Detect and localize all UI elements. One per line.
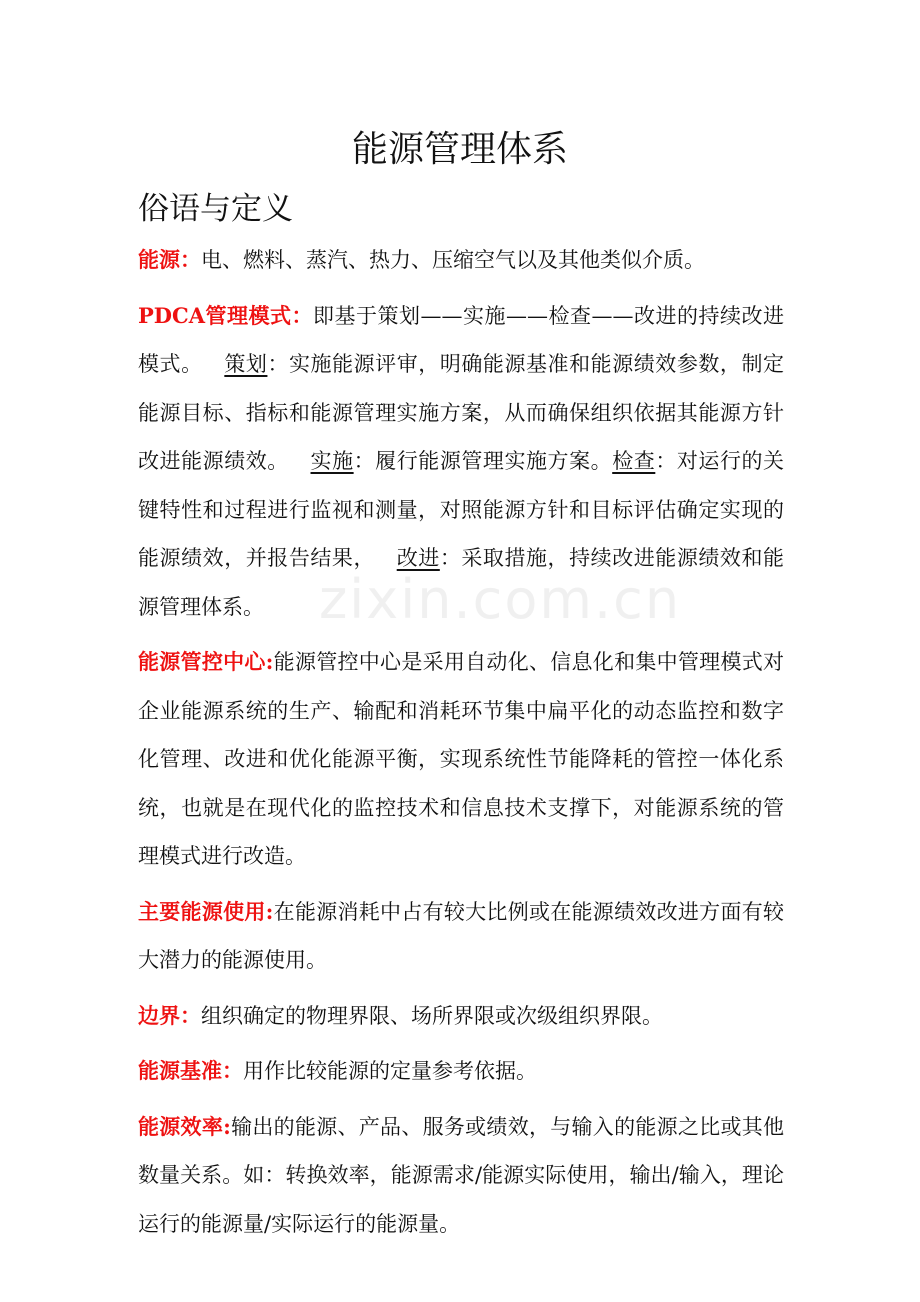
definition-text: 组织确定的物理界限、场所界限或次级组织界限。 <box>201 1003 663 1028</box>
definition-efficiency <box>138 1103 784 1249</box>
definition-text: 即基于策划——实施——检查——改进的持续改进模式。 <box>138 303 785 376</box>
pdca-step-check-text: ：对运行的关键特性和过程进行监视和测量，对照能源方针和目标评估确定实现的能源绩效，并报告结果， <box>138 449 785 570</box>
definition-text: 输出的能源、产品、服务或绩效，与输入的能源之比或其他数量关系。如：转换效率，能源需求/能源实际使用，输出/输入，理论运行的能源量/实际运行的能源量。 <box>138 1114 784 1236</box>
definition-pdca <box>138 292 784 632</box>
document-title: 能源管理体系 <box>351 129 568 170</box>
watermark: zixin.com.cn <box>318 568 682 631</box>
pdca-step-plan-label: 策划 <box>224 352 268 376</box>
definition-term: 能源基准： <box>138 1058 243 1083</box>
definition-text: 在能源消耗中占有较大比例或在能源绩效改进方面有较大潜力的能源使用。 <box>138 899 784 972</box>
definition-control-center <box>138 638 784 881</box>
definition-energy <box>138 236 784 285</box>
definition-baseline <box>138 1047 784 1096</box>
definition-term: 能源管控中心: <box>138 649 274 674</box>
definition-term: 主要能源使用: <box>138 898 274 924</box>
definition-text: 电、燃料、蒸汽、热力、压缩空气以及其他类似介质。 <box>201 248 705 272</box>
pdca-step-act-text: ：采取措施，持续改进能源绩效和能源管理体系。 <box>138 546 785 619</box>
definition-text: 能源管控中心是采用自动化、信息化和集中管理模式对企业能源系统的生产、输配和消耗环节集中扁平化的动态监控和数字化管理、改进和优化能源平衡，实现系统性节能降耗的管控一体化系统，也就是在现代化的监控技术和信息技术支撑下，对能源系统的管理模式进行改造。 <box>138 650 784 868</box>
definition-term: 边界： <box>138 1002 201 1028</box>
definition-term: 能源： <box>138 247 201 272</box>
pdca-step-do-text: ：履行能源管理实施方案。 <box>353 449 613 473</box>
pdca-step-act-label: 改进 <box>396 546 440 570</box>
definition-term: PDCA管理模式： <box>138 302 314 328</box>
definition-boundary <box>138 992 784 1041</box>
section-heading: 俗语与定义 <box>138 191 293 227</box>
definition-term: 能源效率: <box>138 1113 231 1139</box>
definitions-body <box>138 236 784 1255</box>
pdca-step-plan-text: ：实施能源评审，明确能源基准和能源绩效参数，制定能源目标、指标和能源管理实施方案，从而确保组织依据其能源方针改进能源绩效。 <box>138 352 785 473</box>
definition-text: 用作比较能源的定量参考依据。 <box>243 1059 537 1083</box>
definition-significant-use <box>138 888 784 985</box>
pdca-step-do-label: 实施 <box>310 449 354 473</box>
pdca-step-check-label: 检查 <box>612 449 656 473</box>
